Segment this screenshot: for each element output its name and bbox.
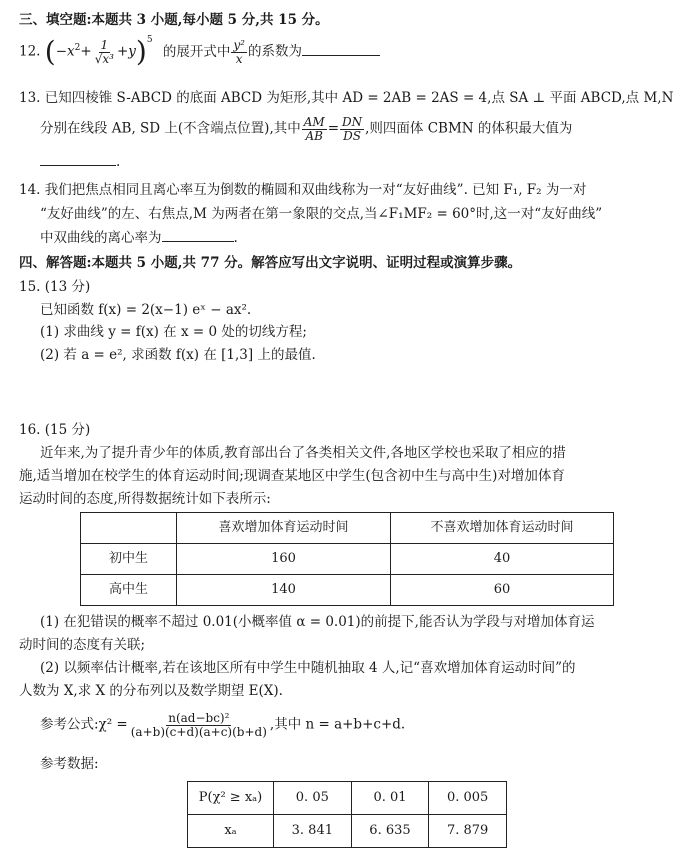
ref-cell: 0. 005 xyxy=(429,782,507,815)
formula-label: 参考公式:χ² = xyxy=(40,716,128,733)
q14-line1: 14. 我们把焦点相同且离心率互为倒数的椭圆和双曲线称为一对“友好曲线”. 已知 F₁, F₂ 为一对 xyxy=(19,182,587,198)
q16-title: 16. (15 分) xyxy=(19,422,91,438)
q15-given: 已知函数 f(x) = 2(x−1) eˣ − ax². xyxy=(40,302,252,318)
q12-term-den: x xyxy=(235,51,243,66)
section4-heading: 四、解答题:本题共 5 小题,共 77 分。解答应写出文字说明、证明过程或演算步骤。 xyxy=(19,255,522,271)
q12-lead-exp: 2 xyxy=(74,43,81,53)
open-paren: ( xyxy=(44,35,56,68)
table-cell: 初中生 xyxy=(81,544,177,575)
ref-data-label: 参考数据: xyxy=(40,756,99,772)
q16-part1-a: (1) 在犯错误的概率不超过 0.01(小概率值 α = 0.01)的前提下,能否认为学段与对增加体育运 xyxy=(40,614,595,630)
q13-line2 xyxy=(40,116,572,142)
survey-table xyxy=(80,512,614,606)
close-paren: ) xyxy=(135,35,147,68)
q13-f1-den: AB xyxy=(305,128,323,143)
q12-lead: −x xyxy=(55,43,75,60)
section3-heading: 三、填空题:本题共 3 小题,每小题 5 分,共 15 分。 xyxy=(19,12,329,28)
table-row xyxy=(81,544,614,575)
q15-title: 15. (13 分) xyxy=(19,279,91,295)
q12-text-b: 的系数为 xyxy=(247,43,302,60)
q12-fraction xyxy=(93,39,116,65)
table-cell: 160 xyxy=(177,544,391,575)
reference-table xyxy=(187,781,507,848)
formula-tail: ,其中 n = a+b+c+d. xyxy=(269,716,406,733)
q13-f2-den: DS xyxy=(343,128,361,143)
q13-line2-a: 分别在线段 AB, SD 上(不含端点位置),其中 xyxy=(40,120,301,137)
table-cell: 40 xyxy=(391,544,614,575)
q14-answer-blank[interactable] xyxy=(162,229,234,242)
q12-frac-num: 1 xyxy=(100,37,109,52)
q13-line2-b: ,则四面体 CBMN 的体积最大值为 xyxy=(365,120,573,137)
q13-eq: = xyxy=(327,120,339,137)
q16-formula xyxy=(40,712,405,738)
ref-cell: xₐ xyxy=(188,815,274,848)
q12-term xyxy=(231,39,247,65)
q14-line2: “友好曲线”的左、右焦点,M 为两者在第一象限的交点,当∠F₁MF₂ = 60°时,这一对“友好曲线” xyxy=(40,206,603,222)
q12-plus: + xyxy=(80,43,92,60)
q12-answer-blank[interactable] xyxy=(302,43,380,56)
q13-f2-num: DN xyxy=(342,115,363,129)
ref-row xyxy=(188,815,507,848)
ref-row xyxy=(188,782,507,815)
q14-end: . xyxy=(233,230,238,246)
q16-part2-a: (2) 以频率估计概率,若在该地区所有中学生中随机抽取 4 人,记“喜欢增加体育运动时间”的 xyxy=(40,660,576,676)
q16-intro1: 近年来,为了提升青少年的体质,教育部出台了各类相关文件,各地区学校也采取了相应的措 xyxy=(40,445,566,461)
ref-cell: 0. 01 xyxy=(351,782,429,815)
q13-frac-dn-ds xyxy=(340,116,364,142)
q12-number: 12. xyxy=(19,43,41,60)
q12-frac-den: √x³ xyxy=(94,51,114,66)
q13-answer-blank[interactable] xyxy=(40,153,116,166)
table-header-row xyxy=(81,513,614,544)
ref-cell: P(χ² ≥ xₐ) xyxy=(188,782,274,815)
q12-text-a: 的展开式中 xyxy=(162,43,231,60)
q12-term-num: y² xyxy=(233,37,245,52)
q12-y: +y xyxy=(116,43,136,60)
q13-line1: 13. 已知四棱锥 S-ABCD 的底面 ABCD 为矩形,其中 AD = 2AB = 2AS = 4,点 SA ⊥ 平面 ABCD,点 M,N xyxy=(19,90,674,106)
table-header-cell xyxy=(81,513,177,544)
table-cell: 高中生 xyxy=(81,575,177,606)
q12 xyxy=(19,35,380,68)
q14-line3 xyxy=(40,228,238,249)
q13-frac-am-ab xyxy=(302,116,327,142)
q13-end: . xyxy=(116,154,121,170)
q12-power: 5 xyxy=(146,35,153,45)
chi-square-fraction xyxy=(129,712,269,738)
q16-intro3: 运动时间的态度,所得数据统计如下表所示: xyxy=(19,491,271,507)
table-row xyxy=(81,575,614,606)
table-header-cell: 不喜欢增加体育运动时间 xyxy=(391,513,614,544)
ref-cell: 6. 635 xyxy=(351,815,429,848)
q13-line3 xyxy=(40,152,120,173)
q15-part1: (1) 求曲线 y = f(x) 在 x = 0 处的切线方程; xyxy=(40,324,307,340)
q16-part1-b: 动时间的态度有关联; xyxy=(19,637,146,653)
ref-cell: 7. 879 xyxy=(429,815,507,848)
q14-line3-text: 中双曲线的离心率为 xyxy=(40,230,162,246)
chi-square-num: n(ad−bc)² xyxy=(168,711,230,725)
q13-f1-num: AM xyxy=(303,115,325,129)
table-header-cell: 喜欢增加体育运动时间 xyxy=(177,513,391,544)
q15-part2: (2) 若 a = e², 求函数 f(x) 在 [1,3] 上的最值. xyxy=(40,347,316,363)
table-cell: 60 xyxy=(391,575,614,606)
chi-square-den: (a+b)(c+d)(a+c)(b+d) xyxy=(130,724,267,739)
ref-cell: 0. 05 xyxy=(274,782,352,815)
q16-part2-b: 人数为 X,求 X 的分布列以及数学期望 E(X). xyxy=(19,683,283,699)
q16-intro2: 施,适当增加在校学生的体育运动时间;现调查某地区中学生(包含初中生与高中生)对增加体育 xyxy=(19,468,565,484)
ref-cell: 3. 841 xyxy=(274,815,352,848)
table-cell: 140 xyxy=(177,575,391,606)
